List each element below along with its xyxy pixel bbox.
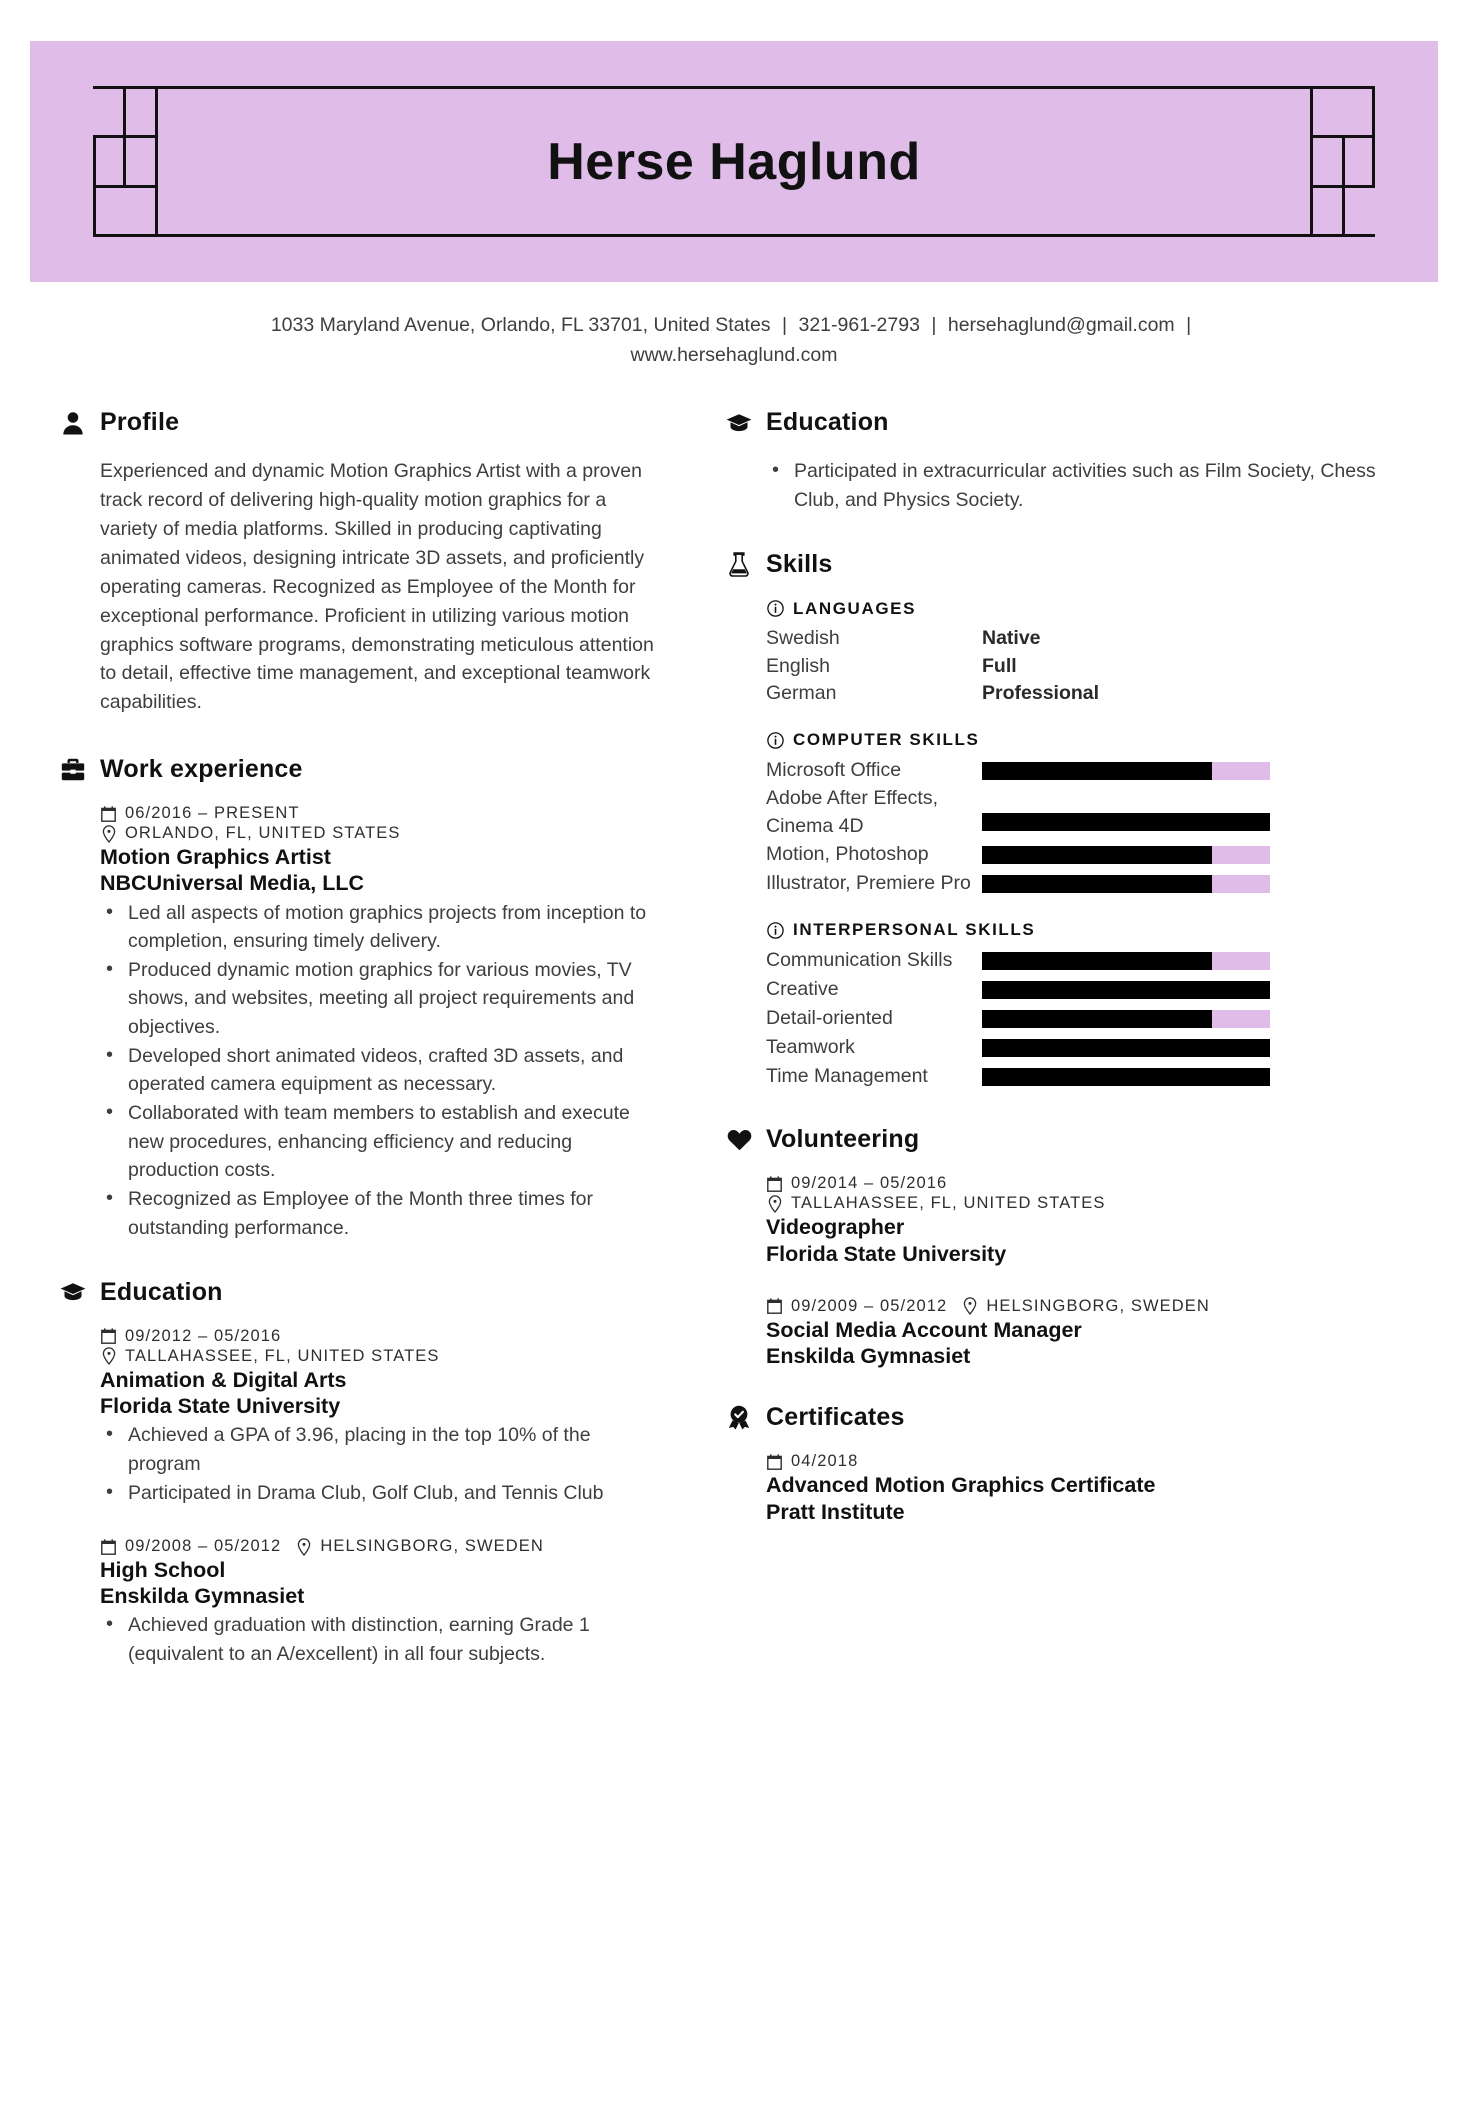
certificate-date (766, 1452, 858, 1471)
calendar-icon (100, 1327, 117, 1346)
info-circle-icon (766, 921, 784, 939)
education-date-text: 09/2012 – 05/2016 (125, 1326, 282, 1345)
calendar-icon (100, 1537, 117, 1556)
work-entry (100, 804, 658, 1242)
education-right-bullets (766, 457, 1408, 514)
skill-bar-track (982, 762, 1270, 780)
skill-bar-fill (982, 1039, 1270, 1057)
skill-bar-track (982, 813, 1270, 831)
contact-info (184, 310, 1284, 370)
person-icon (60, 410, 86, 436)
list-item: • Developed short animated videos, crafted 3D assets, and operated camera equipment as necessary. (100, 1042, 658, 1099)
heart-icon (726, 1127, 752, 1153)
section-education-left (60, 1278, 658, 1668)
interpersonal-skills-label: INTERPERSONAL SKILLS (793, 920, 1036, 940)
interpersonal-skills-subheading (766, 920, 1408, 940)
subsection-languages (766, 599, 1408, 708)
skill-row (766, 756, 1408, 785)
work-date-row (100, 804, 658, 823)
certificate-entry (766, 1452, 1408, 1524)
skill-name (766, 785, 982, 840)
language-name: English (766, 654, 830, 677)
education-location (100, 1347, 439, 1366)
volunteering-entry (766, 1174, 1408, 1266)
languages-subheading (766, 599, 1408, 619)
section-profile (60, 408, 658, 717)
language-level: Full (982, 654, 1017, 677)
skill-bar-track (982, 1068, 1270, 1086)
skill-row (766, 975, 1408, 1004)
volunteering-date (766, 1297, 947, 1316)
education-bullets (100, 1421, 658, 1507)
calendar-icon (100, 804, 117, 823)
volunteering-date (766, 1174, 947, 1193)
skill-name: Communication Skills (766, 949, 953, 972)
skill-name: Detail-oriented (766, 1007, 893, 1030)
skill-bar-fill (982, 1010, 1212, 1028)
work-title: Work experience (100, 755, 303, 784)
certificate-issuer: Pratt Institute (766, 1499, 905, 1524)
volunteering-date-text: 09/2009 – 05/2012 (791, 1296, 948, 1315)
education-date (100, 1327, 281, 1346)
skill-name: Microsoft Office (766, 758, 902, 781)
skills-heading (726, 550, 1408, 579)
skill-bar-track (982, 1039, 1270, 1057)
skill-row (766, 1033, 1408, 1062)
list-item: • Participated in extracurricular activities such as Film Society, Chess Club, and Physics Society. (766, 457, 1408, 514)
skill-name: Teamwork (766, 1036, 855, 1059)
computer-skills-label: COMPUTER SKILLS (793, 730, 980, 750)
work-location-row (100, 824, 658, 843)
skill-row (766, 869, 1408, 898)
list-item: • Led all aspects of motion graphics projects from inception to completion, ensuring timely delivery. (100, 899, 658, 956)
section-skills (726, 550, 1408, 1091)
contact-separator-3: | (1186, 314, 1192, 336)
education-location-text: TALLAHASSEE, FL, UNITED STATES (125, 1346, 440, 1365)
education-heading-right (726, 408, 1408, 437)
location-pin-icon (100, 1347, 117, 1366)
section-certificates (726, 1403, 1408, 1524)
location-pin-icon (766, 1194, 783, 1213)
language-row (766, 653, 1408, 681)
education-entry (100, 1327, 658, 1507)
volunteering-org: Enskilda Gymnasiet (766, 1344, 971, 1369)
education-date-text: 09/2008 – 05/2012 (125, 1537, 282, 1556)
education-entry (100, 1537, 658, 1668)
right-column (690, 408, 1408, 1694)
briefcase-icon (60, 757, 86, 783)
graduation-cap-icon (60, 1279, 86, 1305)
volunteering-entry (766, 1297, 1408, 1369)
calendar-icon (766, 1452, 783, 1471)
skill-row (766, 840, 1408, 869)
skill-bar-fill (982, 952, 1212, 970)
skill-name: Time Management (766, 1065, 928, 1088)
contact-phone: 321-961-2793 (798, 314, 920, 336)
skill-name: Motion, Photoshop (766, 843, 929, 866)
skill-bar-fill (982, 981, 1270, 999)
contact-website: www.hersehaglund.com (630, 344, 838, 367)
volunteering-date-text: 09/2014 – 05/2016 (791, 1174, 948, 1193)
education-location-text: HELSINGBORG, SWEDEN (320, 1537, 544, 1556)
language-level: Native (982, 626, 1041, 649)
education-school: Florida State University (100, 1394, 341, 1419)
certificate-date-text: 04/2018 (791, 1452, 859, 1471)
education-bullets (100, 1611, 658, 1668)
section-volunteering (726, 1125, 1408, 1369)
certificates-heading (726, 1403, 1408, 1432)
profile-text: Experienced and dynamic Motion Graphics Artist with a proven track record of delivering high-quality motion graphics for a variety of media platforms. Skilled in producing captivating animated videos, designing intricate 3D assets, and proficiently operating cameras. Recognized as Employee of the Month for exceptional performance. Proficient in utilizing various motion graphics software programs, demonstrating meticulous attention to detail, effective time management, and exceptional teamwork capabilities. (100, 460, 654, 714)
skill-bar-fill (982, 875, 1212, 893)
volunteering-title: Volunteering (766, 1125, 920, 1154)
skill-bar-track (982, 981, 1270, 999)
contact-separator-1: | (781, 314, 788, 336)
skill-name: Creative (766, 978, 839, 1001)
education-title-right: Education (766, 408, 889, 437)
list-item: • Participated in Drama Club, Golf Club, and Tennis Club (100, 1479, 658, 1507)
education-heading-left (60, 1278, 658, 1307)
certificate-name: Advanced Motion Graphics Certificate (766, 1473, 1156, 1498)
work-bullets (100, 899, 658, 1242)
education-school: Enskilda Gymnasiet (100, 1584, 305, 1609)
education-date (100, 1537, 281, 1556)
skill-bar-fill (982, 762, 1212, 780)
list-item: • Recognized as Employee of the Month three times for outstanding performance. (100, 1185, 658, 1242)
education-title-left: Education (100, 1277, 223, 1306)
skills-title: Skills (766, 549, 833, 578)
contact-address: 1033 Maryland Avenue, Orlando, FL 33701, United States (270, 314, 771, 336)
volunteering-role: Social Media Account Manager (766, 1317, 1082, 1342)
list-item: • Collaborated with team members to establish and execute new procedures, enhancing efficiency and reducing production costs. (100, 1099, 658, 1184)
graduation-cap-icon (726, 410, 752, 436)
education-degree: High School (100, 1558, 226, 1583)
calendar-icon (766, 1174, 783, 1193)
work-company: NBCUniversal Media, LLC (100, 871, 365, 896)
volunteering-heading (726, 1125, 1408, 1154)
section-education-right (726, 408, 1408, 514)
work-location (100, 824, 401, 843)
section-work-experience (60, 755, 658, 1242)
skill-row (766, 785, 1408, 840)
skill-bar-fill (982, 1068, 1270, 1086)
language-name: Swedish (766, 626, 840, 649)
work-location-text: ORLANDO, FL, UNITED STATES (125, 824, 401, 843)
work-job-title: Motion Graphics Artist (100, 845, 331, 870)
computer-skills-subheading (766, 730, 1408, 750)
skill-bar-track (982, 846, 1270, 864)
language-name: German (766, 682, 837, 705)
language-row (766, 625, 1408, 653)
location-pin-icon (295, 1537, 312, 1556)
volunteering-location-text: TALLAHASSEE, FL, UNITED STATES (791, 1194, 1106, 1213)
left-column (60, 408, 690, 1694)
education-degree: Animation & Digital Arts (100, 1367, 347, 1392)
skill-row (766, 946, 1408, 975)
profile-title: Profile (100, 408, 180, 437)
location-pin-icon (961, 1297, 978, 1316)
skill-bar-track (982, 952, 1270, 970)
page-title: Herse Haglund (547, 132, 921, 191)
location-pin-icon (100, 824, 117, 843)
certificates-title: Certificates (766, 1403, 905, 1432)
contact-separator-2: | (931, 314, 937, 336)
skill-name-line2: Cinema 4D (766, 814, 864, 837)
skill-row (766, 1004, 1408, 1033)
skill-row (766, 1062, 1408, 1091)
profile-heading (60, 408, 658, 437)
list-item: • Achieved graduation with distinction, earning Grade 1 (equivalent to an A/excellent) in all four subjects. (100, 1611, 658, 1668)
resume-body (0, 408, 1468, 1694)
volunteering-org: Florida State University (766, 1241, 1007, 1266)
skill-bar-fill (982, 813, 1270, 831)
subsection-computer-skills (766, 730, 1408, 898)
info-circle-icon (766, 731, 784, 749)
volunteering-location (766, 1194, 1105, 1213)
flask-icon (726, 551, 752, 577)
calendar-icon (766, 1297, 783, 1316)
skill-bar-fill (982, 846, 1212, 864)
volunteering-role: Videographer (766, 1215, 905, 1240)
education-location (295, 1537, 544, 1556)
contact-email: hersehaglund@gmail.com (947, 314, 1175, 336)
work-heading (60, 755, 658, 784)
info-circle-icon (766, 600, 784, 618)
skill-name-line1: Adobe After Effects, (766, 787, 938, 810)
work-date (100, 804, 300, 823)
skill-bar-track (982, 875, 1270, 893)
award-badge-icon (726, 1405, 752, 1431)
list-item: • Achieved a GPA of 3.96, placing in the top 10% of the program (100, 1421, 658, 1478)
skill-name: Illustrator, Premiere Pro (766, 872, 971, 895)
list-item: • Produced dynamic motion graphics for various movies, TV shows, and websites, meeting all project requirements and objectives. (100, 956, 658, 1041)
work-date-text: 06/2016 – PRESENT (125, 804, 300, 823)
language-row (766, 680, 1408, 708)
volunteering-location-text: HELSINGBORG, SWEDEN (986, 1296, 1210, 1315)
volunteering-location (961, 1297, 1210, 1316)
languages-label: LANGUAGES (793, 598, 917, 618)
skill-bar-track (982, 1010, 1270, 1028)
language-level: Professional (982, 682, 1100, 705)
header-banner (30, 41, 1438, 282)
subsection-interpersonal-skills (766, 920, 1408, 1091)
